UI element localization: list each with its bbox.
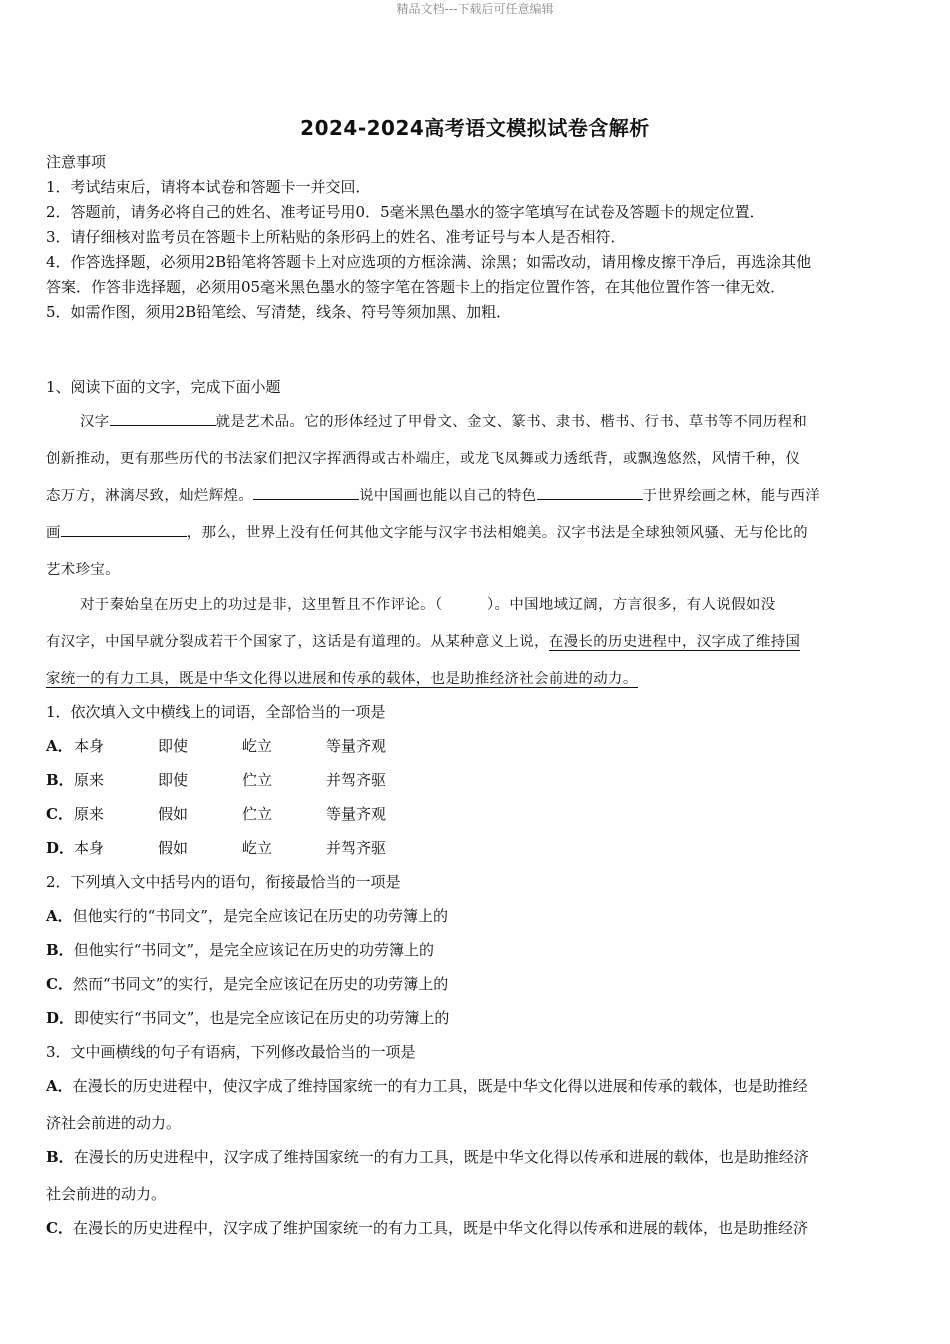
notice-item: 2．答题前，请务必将自己的姓名、准考证号用0．5毫米黑色墨水的签字笔填写在试卷及答题卡的规定位置． bbox=[46, 203, 765, 221]
passage-line: 对于秦始皇在历史上的功过是非，这里暂且不作评论。（ ）。中国地域辽阔，方言很多，有人说假如没 bbox=[80, 597, 776, 613]
passage-line: 画 ，那么，世界上没有任何其他文字能与汉字书法相媲美。汉字书法是全球独领风骚、无与伦比的 bbox=[46, 521, 902, 542]
passage-line: 态万方，淋漓尽致，灿烂辉煌。 说中国画也能以自己的特色 于世界绘画之林，能与西洋 bbox=[46, 484, 902, 505]
question-stem: 2．下列填入文中括号内的语句，衔接最恰当的一项是 bbox=[46, 873, 401, 891]
passage-line: 创新推动，更有那些历代的书法家们把汉字挥洒得或古朴端庄，或龙飞凤舞或力透纸背，或飘逸悠然，风情千种，仪 bbox=[46, 451, 801, 467]
option-a-cont: 济社会前进的动力。 bbox=[46, 1114, 182, 1132]
passage-line bbox=[46, 667, 902, 688]
option-b-cont: 社会前进的动力。 bbox=[46, 1185, 167, 1203]
option-d: D．即使实行“书同文”，也是完全应该记在历史的功劳簿上的 bbox=[46, 1009, 450, 1027]
notice-item: 1．考试结束后，请将本试卷和答题卡一并交回． bbox=[46, 178, 371, 196]
option-a: A． 本身 即使 屹立 等量齐观 bbox=[46, 737, 387, 755]
notice-item: 5．如需作图，须用2B铅笔绘、写清楚，线条、符号等须加黑、加粗． bbox=[46, 303, 512, 321]
underlined-sentence: 家统一的有力工具，既是中华文化得以进展和传承的载体，也是助推经济社会前进的动力。 bbox=[46, 671, 638, 687]
option-a: A．但他实行的“书同文”，是完全应该记在历史的功劳簿上的 bbox=[46, 907, 448, 925]
notice-item: 4．作答选择题，必须用2B铅笔将答题卡上对应选项的方框涂满、涂黑；如需改动，请用橡皮擦干净后，再选涂其他 bbox=[46, 253, 812, 271]
option-c: C． 原来 假如 伫立 等量齐观 bbox=[46, 805, 387, 823]
option-b: B．但他实行“书同文”，是完全应该记在历史的功劳簿上的 bbox=[46, 941, 435, 959]
option-a: A．在漫长的历史进程中，使汉字成了维持国家统一的有力工具，既是中华文化得以进展和传承的载体，也是助推经 bbox=[46, 1077, 808, 1095]
passage-line: 汉字 就是艺术品。它的形体经过了甲骨文、金文、篆书、隶书、楷书、行书、草书等不同历程和 bbox=[46, 410, 902, 431]
option-b: B．在漫长的历史进程中，汉字成了维持国家统一的有力工具，既是中华文化得以传承和进展的载体，也是助推经济 bbox=[46, 1148, 809, 1166]
page-title: 2024-2024高考语文模拟试卷含解析 bbox=[300, 116, 650, 140]
section-heading: 1、阅读下面的文字，完成下面小题 bbox=[46, 378, 281, 396]
passage-line: 有汉字，中国早就分裂成若干个国家了，这话是有道理的。从某种意义上说，在漫长的历史进程中，汉字成了维持国 bbox=[46, 634, 801, 650]
option-d: D． 本身 假如 屹立 并驾齐驱 bbox=[46, 839, 387, 857]
fill-blank bbox=[537, 485, 643, 500]
notice-heading: 注意事项 bbox=[46, 153, 107, 171]
fill-blank bbox=[61, 522, 187, 537]
underlined-sentence: 在漫长的历史进程中，汉字成了维持国 bbox=[548, 634, 801, 650]
option-b: B． 原来 即使 伫立 并驾齐驱 bbox=[46, 771, 387, 789]
question-stem: 3．文中画横线的句子有语病，下列修改最恰当的一项是 bbox=[46, 1043, 416, 1061]
question-stem: 1．依次填入文中横线上的词语，全部恰当的一项是 bbox=[46, 703, 386, 721]
notice-item: 3．请仔细核对监考员在答题卡上所粘贴的条形码上的姓名、准考证号与本人是否相符． bbox=[46, 228, 626, 246]
watermark: 精品文档---下载后可任意编辑 bbox=[396, 2, 554, 16]
option-c: C．然而“书同文”的实行，是完全应该记在历史的功劳簿上的 bbox=[46, 975, 449, 993]
fill-blank bbox=[110, 411, 216, 426]
notice-item: 答案．作答非选择题，必须用05毫米黑色墨水的签字笔在答题卡上的指定位置作答，在其他位置作答一律无效． bbox=[46, 278, 786, 296]
fill-blank bbox=[253, 485, 359, 500]
option-c: C．在漫长的历史进程中，汉字成了维护国家统一的有力工具，既是中华文化得以传承和进展的载体，也是助推经济 bbox=[46, 1219, 808, 1237]
passage-line: 艺术珍宝。 bbox=[46, 562, 120, 578]
